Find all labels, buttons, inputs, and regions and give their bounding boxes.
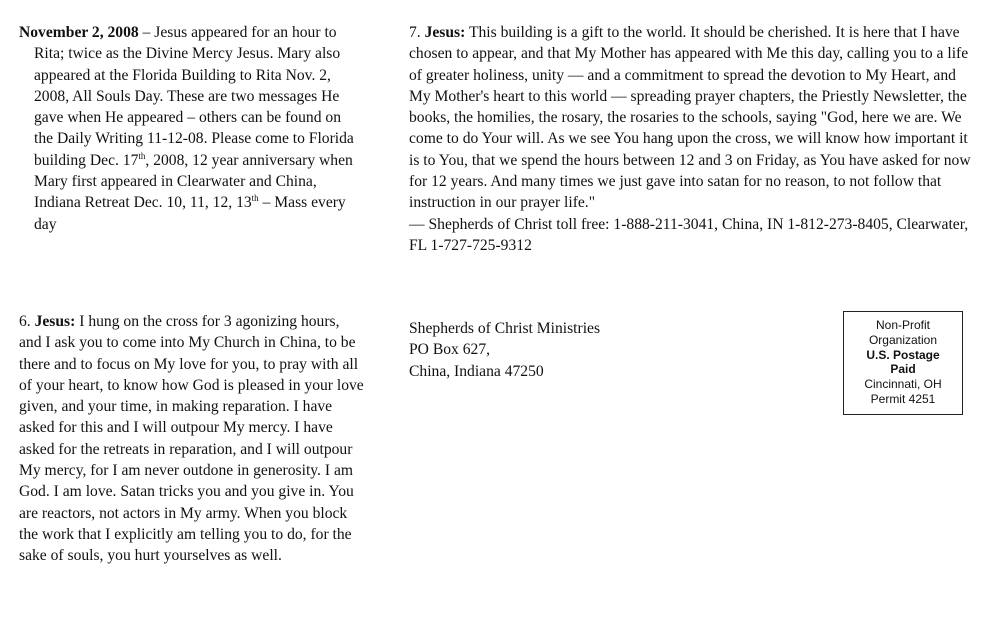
message-6-paragraph	[19, 311, 364, 567]
indicia-line-3: U.S. Postage	[866, 347, 940, 362]
address-line-1: Shepherds of Christ Ministries	[409, 320, 601, 337]
message-7-speaker: Jesus:	[424, 24, 466, 41]
entry-date: November 2, 2008	[19, 24, 139, 41]
indicia-line-1: Non-Profit	[875, 318, 931, 332]
contact-line: — Shepherds of Christ toll free: 1-888-211-3041, China, IN 1-812-273-8405, Clearwater, FL 1-727-725-9312	[409, 215, 969, 254]
indicia-line-6: Permit 4251	[870, 391, 936, 406]
intro-paragraph	[19, 22, 354, 235]
indicia-line-2: Organization	[868, 332, 938, 347]
ordinal-suffix: th	[138, 150, 146, 161]
entry-text-part-2: , 2008, 12 year anniversary when Mary first appeared in Clearwater and China, Indiana Retreat Dec. 10, 11, 12, 13	[34, 151, 353, 212]
entry-text-part-3: – Mass every day	[34, 194, 346, 233]
message-6-text: I hung on the cross for 3 agonizing hours, and I ask you to come into My Church in China, to be there and to focus on My love for you, to pray with all of your heart, to know how God is pleased in your love given, and your time, in making reparation. I have asked for this and I will outpour My mercy. I have asked for the retreats in reparation, and I will outpour My mercy, for I am never outdone in generosity. I am God. I am love. Satan tricks you and you give in. You are reactors, not actors in My army. When you block the work that I explicitly am telling you to do, for the sake of souls, you hurt yourselves as well.	[19, 313, 364, 565]
indicia-line-4: Paid	[890, 362, 916, 377]
intro-text	[19, 22, 354, 235]
ordinal-suffix: th	[251, 193, 259, 204]
address-line-2: PO Box 627,	[409, 341, 491, 359]
mailing-address	[409, 318, 709, 382]
address-line-3: China, Indiana 47250	[409, 362, 544, 380]
message-6-speaker: Jesus:	[34, 313, 76, 330]
message-7-number: 7.	[409, 24, 425, 41]
message-7-text: This building is a gift to the world. It should be cherished. It is here that I have chosen to appear, and that My Mother has appeared with Me this day, calling you to a life of greater holiness, unity — and a commitment to spread the devotion to My Heart, and My Mother's heart to this world — spreading prayer chapters, the Priestly Newsletter, the books, the homilies, the rosary, the rosaries to the schools, saying "God, here we are. We come to do Your will. As we see You hang upon the cross, we will know how important it is to You, that we spend the hours between 12 and 3 on Friday, as You have asked for now for 12 years. And many times we just gave into satan for no reason, to not follow that instruction in our prayer life."	[409, 24, 971, 212]
message-7-paragraph	[409, 22, 981, 256]
entry-text-part-1: – Jesus appeared for an hour to Rita; twice as the Divine Mercy Jesus. Mary also appeared at the Florida Building to Rita Nov. 2, 2008, All Souls Day. These are two messages He gave when He appeared – others can be found on the Daily Writing 11-12-08. Please come to Florida building Dec. 17	[34, 24, 354, 169]
postage-indicia-box	[843, 311, 963, 415]
indicia-line-5: Cincinnati, OH	[864, 377, 942, 392]
message-6-number: 6.	[19, 313, 35, 330]
